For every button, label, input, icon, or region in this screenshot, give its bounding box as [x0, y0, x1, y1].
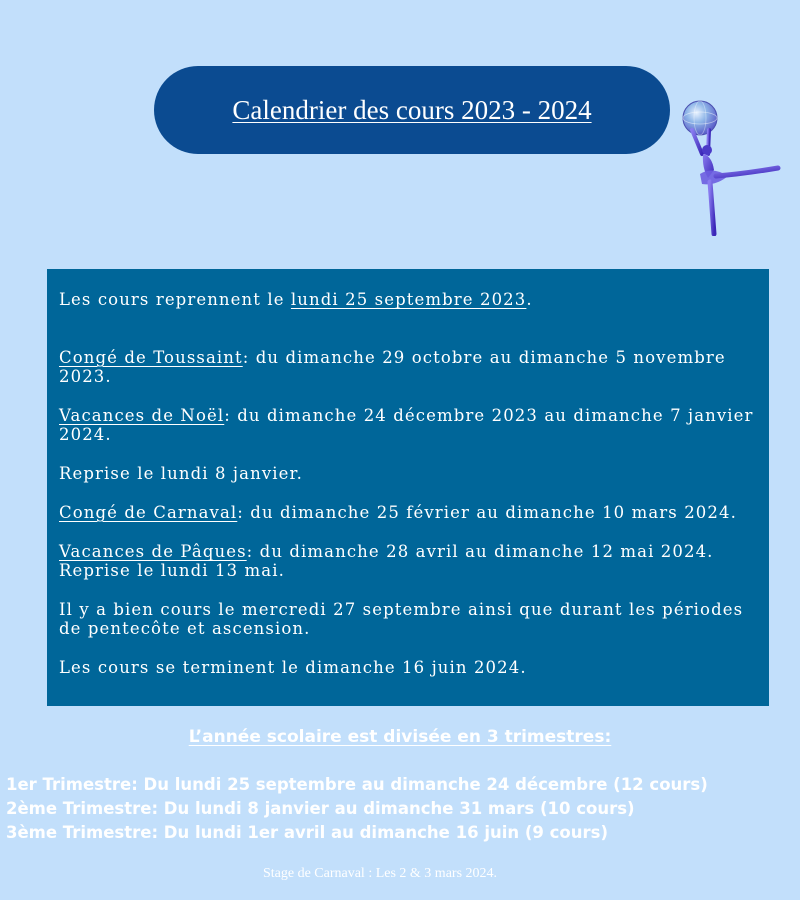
ballerina-with-globe-icon	[672, 96, 784, 236]
fin-cours-paragraph: Les cours se terminent le dimanche 16 juin 2024.	[59, 658, 527, 677]
carnaval-label: Congé de Carnaval	[59, 503, 238, 522]
toussaint-text: : du dimanche 29 octobre au dimanche 5 novembre 2023.	[59, 348, 726, 386]
reprise-suffix: .	[526, 290, 533, 309]
noel-text: : du dimanche 24 décembre 2023 au dimanche 7 janvier 2024.	[59, 406, 754, 444]
stage-carnaval-note: Stage de Carnaval : Les 2 & 3 mars 2024.	[262, 866, 498, 881]
reprise-janvier-paragraph: Reprise le lundi 8 janvier.	[59, 464, 303, 483]
trimesters-list	[6, 773, 708, 845]
page-title: Calendrier des cours 2023 - 2024	[232, 94, 592, 125]
trimesters-heading: L’année scolaire est divisée en 3 trimestres:	[188, 727, 612, 747]
carnaval-text: : du dimanche 25 février au dimanche 10 mars 2024.	[237, 503, 737, 522]
trimester-3: 3ème Trimestre: Du lundi 1er avril au dimanche 16 juin (9 cours)	[6, 823, 608, 842]
title-banner	[154, 66, 670, 154]
trimester-1: 1er Trimestre: Du lundi 25 septembre au dimanche 24 décembre (12 cours)	[6, 775, 708, 794]
mercredi-paragraph: Il y a bien cours le mercredi 27 septembre ainsi que durant les périodes de pentecôte et ascension.	[59, 600, 744, 638]
paques-paragraph	[59, 542, 757, 580]
paques-text: : du dimanche 28 avril au dimanche 12 mai 2024. Reprise le lundi 13 mai.	[59, 542, 714, 580]
toussaint-paragraph	[59, 348, 757, 386]
reprise-date: lundi 25 septembre 2023	[290, 290, 527, 309]
toussaint-label: Congé de Toussaint	[59, 348, 243, 367]
carnaval-paragraph	[59, 503, 757, 522]
paques-label: Vacances de Pâques	[59, 542, 247, 561]
trimester-2: 2ème Trimestre: Du lundi 8 janvier au dimanche 31 mars (10 cours)	[6, 799, 635, 818]
noel-paragraph	[59, 406, 757, 444]
calendar-info-box	[47, 269, 769, 706]
reprise-paragraph	[59, 290, 757, 309]
reprise-prefix: Les cours reprennent le	[59, 290, 291, 309]
noel-label: Vacances de Noël	[59, 406, 225, 425]
